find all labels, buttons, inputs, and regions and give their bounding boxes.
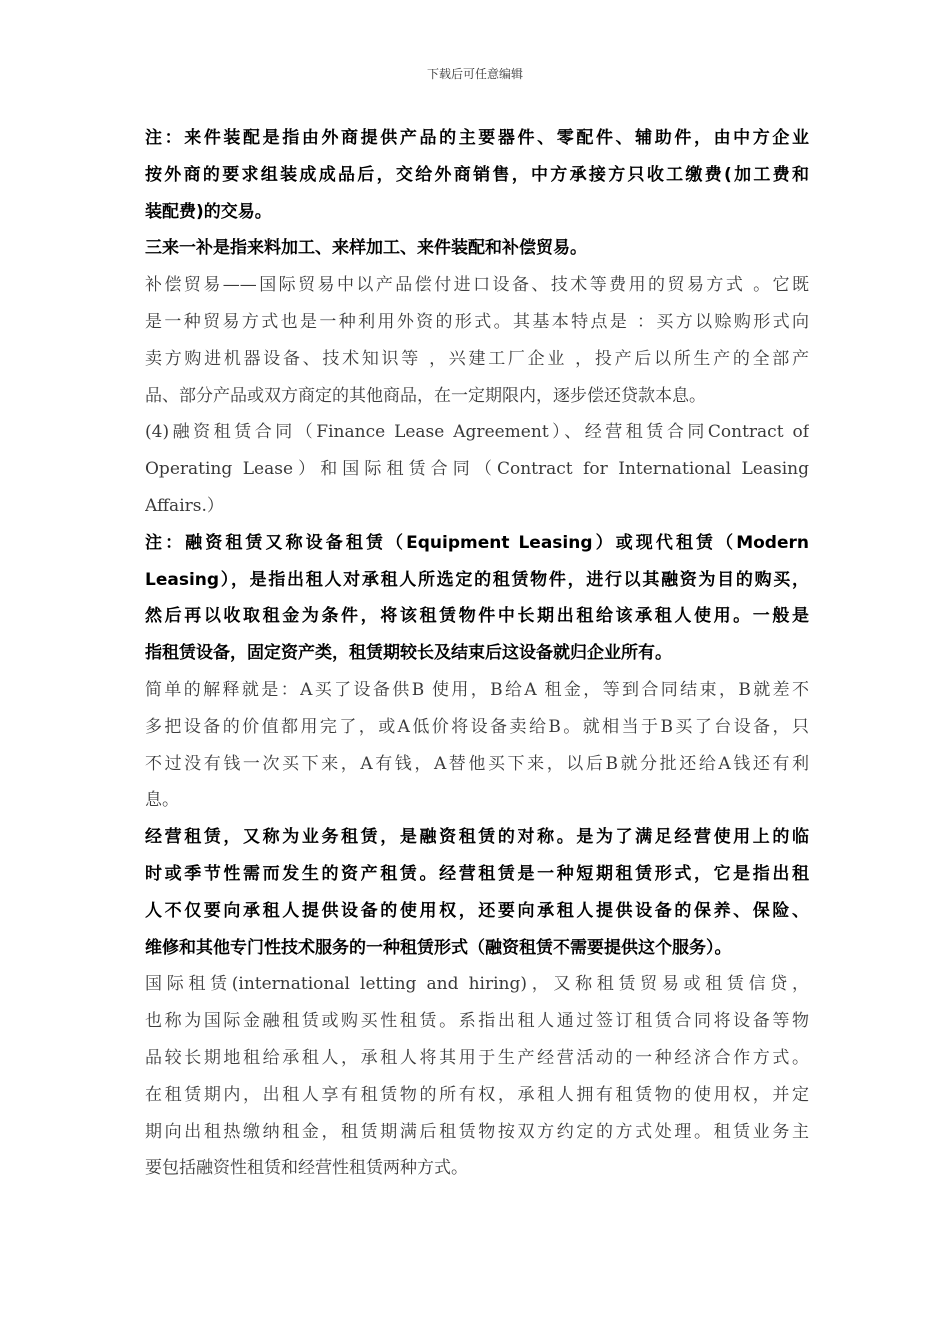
paragraph bbox=[145, 672, 809, 819]
paragraph-line: 注：融资租赁又称设备租赁（Equipment Leasing）或现代租赁（Modern bbox=[145, 532, 809, 553]
paragraph-line: 指租赁设备，固定资产类，租赁期较长及结束后这设备就归企业所有。 bbox=[145, 643, 672, 664]
document-body bbox=[145, 120, 809, 1187]
paragraph-line: 维修和其他专门性技术服务的一种租赁形式（融资租赁不需要提供这个服务）。 bbox=[145, 937, 732, 958]
paragraph-line: 注：来件装配是指由外商提供产品的主要器件、零配件、辅助件，由中方企业 bbox=[145, 128, 809, 148]
paragraph-line: 息。 bbox=[145, 790, 179, 811]
paragraph-line: 期向出租热缴纳租金，租赁期满后租赁物按双方约定的方式处理。租赁业务主 bbox=[145, 1121, 809, 1142]
paragraph bbox=[145, 414, 809, 524]
paragraph bbox=[145, 525, 809, 672]
paragraph-line: 简单的解释就是：A买了设备供B 使用，B给A 租金，等到合同结束，B就差不 bbox=[145, 679, 809, 700]
paragraph bbox=[145, 267, 809, 414]
paragraph-line: 也称为国际金融租赁或购买性租赁。系指出租人通过签订租赁合同将设备等物 bbox=[145, 1011, 809, 1032]
paragraph-line: 是一种贸易方式也是一种利用外资的形式。其基本特点是 ：买方以赊购形式向 bbox=[145, 311, 809, 332]
paragraph-line: 品较长期地租给承租人，承租人将其用于生产经营活动的一种经济合作方式。 bbox=[145, 1047, 809, 1068]
paragraph-line: (4)融资租赁合同（Finance Lease Agreement）、经营租赁合同Contract of bbox=[145, 422, 809, 443]
paragraph-line: 要包括融资性租赁和经营性租赁两种方式。 bbox=[145, 1158, 468, 1179]
paragraph-line: 补偿贸易——国际贸易中以产品偿付进口设备、技术等费用的贸易方式 。它既 bbox=[145, 275, 809, 296]
paragraph-line: 三来一补是指来料加工、来样加工、来件装配和补偿贸易。 bbox=[145, 238, 587, 259]
paragraph bbox=[145, 230, 809, 267]
paragraph-line: 卖方购进机器设备、技术知识等 ，兴建工厂企业 ，投产后以所生产的全部产 bbox=[145, 348, 809, 369]
paragraph-line: 人不仅要向承租人提供设备的使用权，还要向承租人提供设备的保养、保险、 bbox=[145, 900, 809, 921]
paragraph-line: 国际租赁(international letting and hiring)，又称租赁贸易或租赁信贷， bbox=[145, 974, 809, 995]
page-header: 下载后可任意编辑 bbox=[426, 67, 523, 81]
paragraph bbox=[145, 120, 809, 230]
paragraph-line: 多把设备的价值都用完了，或A低价将设备卖给B。就相当于B买了台设备，只 bbox=[145, 716, 809, 737]
paragraph-line: Leasing），是指出租人对承租人所选定的租赁物件，进行以其融资为目的购买， bbox=[145, 569, 809, 590]
paragraph-line: Affairs.） bbox=[145, 495, 224, 516]
paragraph bbox=[145, 819, 809, 966]
paragraph-line: 装配费)的交易。 bbox=[145, 201, 272, 222]
paragraph-line: 在租赁期内，出租人享有租赁物的所有权，承租人拥有租赁物的使用权，并定 bbox=[145, 1084, 809, 1105]
paragraph-line: 不过没有钱一次买下来，A有钱，A替他买下来，以后B就分批还给A钱还有利 bbox=[145, 753, 809, 774]
paragraph-line: 然后再以收取租金为条件，将该租赁物件中长期出租给该承租人使用。一般是 bbox=[145, 606, 809, 627]
paragraph-line: 经营租赁，又称为业务租赁，是融资租赁的对称。是为了满足经营使用上的临 bbox=[145, 827, 809, 848]
paragraph-line: 品、部分产品或双方商定的其他商品，在一定期限内，逐步偿还贷款本息。 bbox=[145, 385, 706, 406]
paragraph-line: 按外商的要求组装成成品后，交给外商销售，中方承接方只收工缴费(加工费和 bbox=[145, 164, 809, 185]
paragraph bbox=[145, 966, 809, 1187]
paragraph-line: 时或季节性需而发生的资产租赁。经营租赁是一种短期租赁形式，它是指出租 bbox=[145, 863, 809, 884]
paragraph-line: Operating Lease）和国际租赁合同（Contract for International Leasing bbox=[145, 459, 809, 480]
